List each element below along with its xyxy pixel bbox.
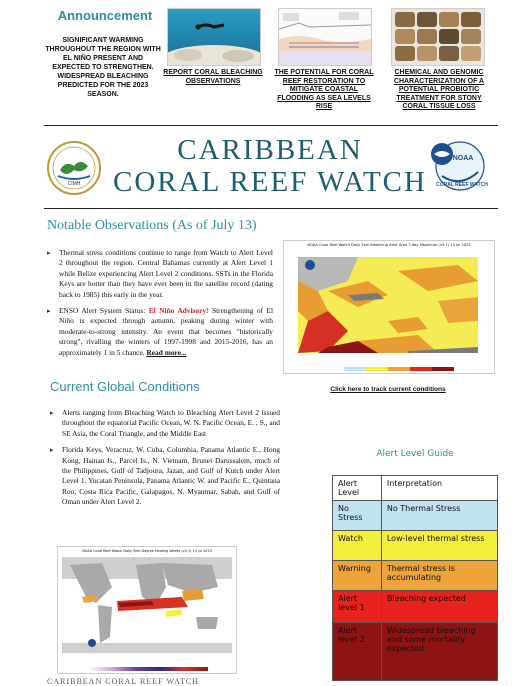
table-row bbox=[333, 561, 498, 591]
table-row bbox=[333, 531, 498, 561]
enso-status-label: ENSO Alert System Status: bbox=[59, 306, 149, 316]
divider-top bbox=[44, 125, 498, 126]
interpretation-cell: Low-level thermal stress bbox=[381, 531, 497, 561]
alert-level-cell: No Stress bbox=[333, 501, 382, 531]
interpretation-cell: Thermal stress is accumulating bbox=[381, 561, 497, 591]
table-row bbox=[333, 623, 498, 681]
link-reef-restoration[interactable]: THE POTENTIAL FOR CORAL REEF RESTORATION TO MITIGATE COASTAL FLOODING AS SEA LEVELS RISE bbox=[274, 69, 374, 110]
alert-level-header: Alert Level bbox=[333, 476, 382, 501]
interpretation-cell: No Thermal Stress bbox=[381, 501, 497, 531]
notable-observations-heading: Notable Observations (As of July 13) bbox=[47, 218, 257, 233]
enso-body: Strengthening of El Niño is expected through autumn, peaking during winter with moderate-to-strong intensity. An event that becomes "historically strong", rivalling the winters of 1997-1998 and 2015-2016, has an approximately 1 in 5 chance. bbox=[59, 306, 274, 357]
coastal-flooding-diagram bbox=[279, 9, 371, 65]
interpretation-cell: Bleaching expected bbox=[381, 591, 497, 623]
table-row bbox=[333, 591, 498, 623]
regional-map-title: NOAA Coral Reef Watch Daily 5km Bleaching Alert Area 7-day Maximum (v3.1) 13 Jul 2023 bbox=[307, 243, 471, 247]
interpretation-cell: Widespread bleaching and some mortality expected bbox=[381, 623, 497, 681]
cimh-logo-text: CIMH bbox=[67, 181, 81, 187]
link-probiotic-treatment[interactable]: CHEMICAL AND GENOMIC CHARACTERIZATION OF A POTENTIAL PROBIOTIC TREATMENT FOR STONY CORAL TISSUE LOSS bbox=[393, 69, 485, 110]
table-row bbox=[333, 501, 498, 531]
track-conditions-link[interactable]: Click here to track current conditions bbox=[330, 386, 446, 393]
announcement-body: SIGNIFICANT WARMING THROUGHOUT THE REGION WITH EL NIÑO PRESENT AND EXPECTED TO STRENGTHEN. WIDESPREAD BLEACHING PREDICTED FOR THE 2023 SEASON. bbox=[45, 37, 161, 98]
title-line-2: CORAL REEF WATCH bbox=[113, 166, 427, 198]
coral-diver-image bbox=[168, 9, 260, 65]
link-report-bleaching[interactable]: REPORT CORAL BLEACHING OBSERVATIONS bbox=[163, 69, 263, 85]
coastal-flooding-thumbnail[interactable] bbox=[278, 8, 372, 66]
coral-diver-thumbnail[interactable] bbox=[167, 8, 261, 66]
notable-list bbox=[47, 248, 273, 364]
coral-samples-thumbnail[interactable] bbox=[391, 8, 485, 66]
notable-bullet-1: ▸ Thermal stress conditions continue to range from Watch to Alert Level 2 throughout the region. Central Bahamas currently at Alert Level 1 while Belize experiencing Alert Level 2 conditions. SSTs in the Florida Keys are hotter than they have ever been in the satellite record (dating back to 1985) this early in the year. bbox=[47, 248, 273, 300]
noaa-logo-text: NOAA bbox=[452, 155, 474, 162]
crw-logo-text: CORAL REEF WATCH bbox=[436, 182, 488, 188]
caribbean-map-graphic bbox=[288, 251, 488, 361]
alert-level-cell: Alert level 1 bbox=[333, 591, 382, 623]
regional-map-legend bbox=[344, 367, 454, 371]
notable-bullet-2 bbox=[47, 306, 273, 358]
alert-level-cell: Watch bbox=[333, 531, 382, 561]
alert-level-table bbox=[332, 475, 498, 681]
alert-table-header bbox=[333, 476, 498, 501]
global-conditions-heading: Current Global Conditions bbox=[50, 379, 200, 394]
read-more-link[interactable]: Read more... bbox=[146, 347, 187, 357]
global-map-colorbar bbox=[88, 667, 208, 671]
global-map-title: NOAA Coral Reef Watch Daily 5km Degree Heating Weeks (v3.1) 13 Jul 2023 bbox=[82, 549, 212, 553]
el-nino-advisory: El Niño Advisory! bbox=[148, 306, 209, 316]
coral-samples-image bbox=[392, 9, 484, 65]
global-dhw-map[interactable] bbox=[57, 546, 237, 674]
cimh-logo bbox=[46, 140, 102, 196]
interpretation-header: Interpretation bbox=[381, 476, 497, 501]
alert-level-cell: Warning bbox=[333, 561, 382, 591]
footer-text: CARIBBEAN CORAL REEF WATCH bbox=[47, 677, 200, 686]
announcement-title: Announcement bbox=[57, 8, 153, 23]
caribbean-alert-map[interactable] bbox=[283, 240, 495, 374]
global-map-graphic bbox=[62, 557, 232, 657]
global-list bbox=[50, 408, 280, 514]
noaa-crw-logo bbox=[426, 136, 490, 200]
alert-level-cell: Alert level 2 bbox=[333, 623, 382, 681]
divider-header bbox=[44, 208, 498, 209]
alert-guide-title: Alert Level Guide bbox=[376, 449, 454, 459]
global-bullet-1: ▸ Alerts ranging from Bleaching Watch to Bleaching Alert Level 2 issued throughout the equatorial Pacific Ocean, W. N. Pacific Ocean, E. , S., and SE Asia, the Coral Triangle, and the Middle East bbox=[50, 408, 280, 439]
global-bullet-2: ▸ Florida Keys, Veracruz, W. Cuba, Columbia, Panama Atlantic E., Hong Kong, Hainan Is., Parcel Is., N. Vietnam, Brunei Darussalem, much of the Philippines, Gulf of Tadjoura, Jazan, and Gulf of Kutch under Alert Level 1. Yucatan Peninsula, Panama Atlantic W. and Pacific E., Quintana Roo, Costa Rica Pacific, Galapagos, N. Myanmar, Sabah, and Gulf of Oman under Alert Level 2. bbox=[50, 445, 280, 507]
title-line-1: CARIBBEAN bbox=[177, 134, 363, 166]
